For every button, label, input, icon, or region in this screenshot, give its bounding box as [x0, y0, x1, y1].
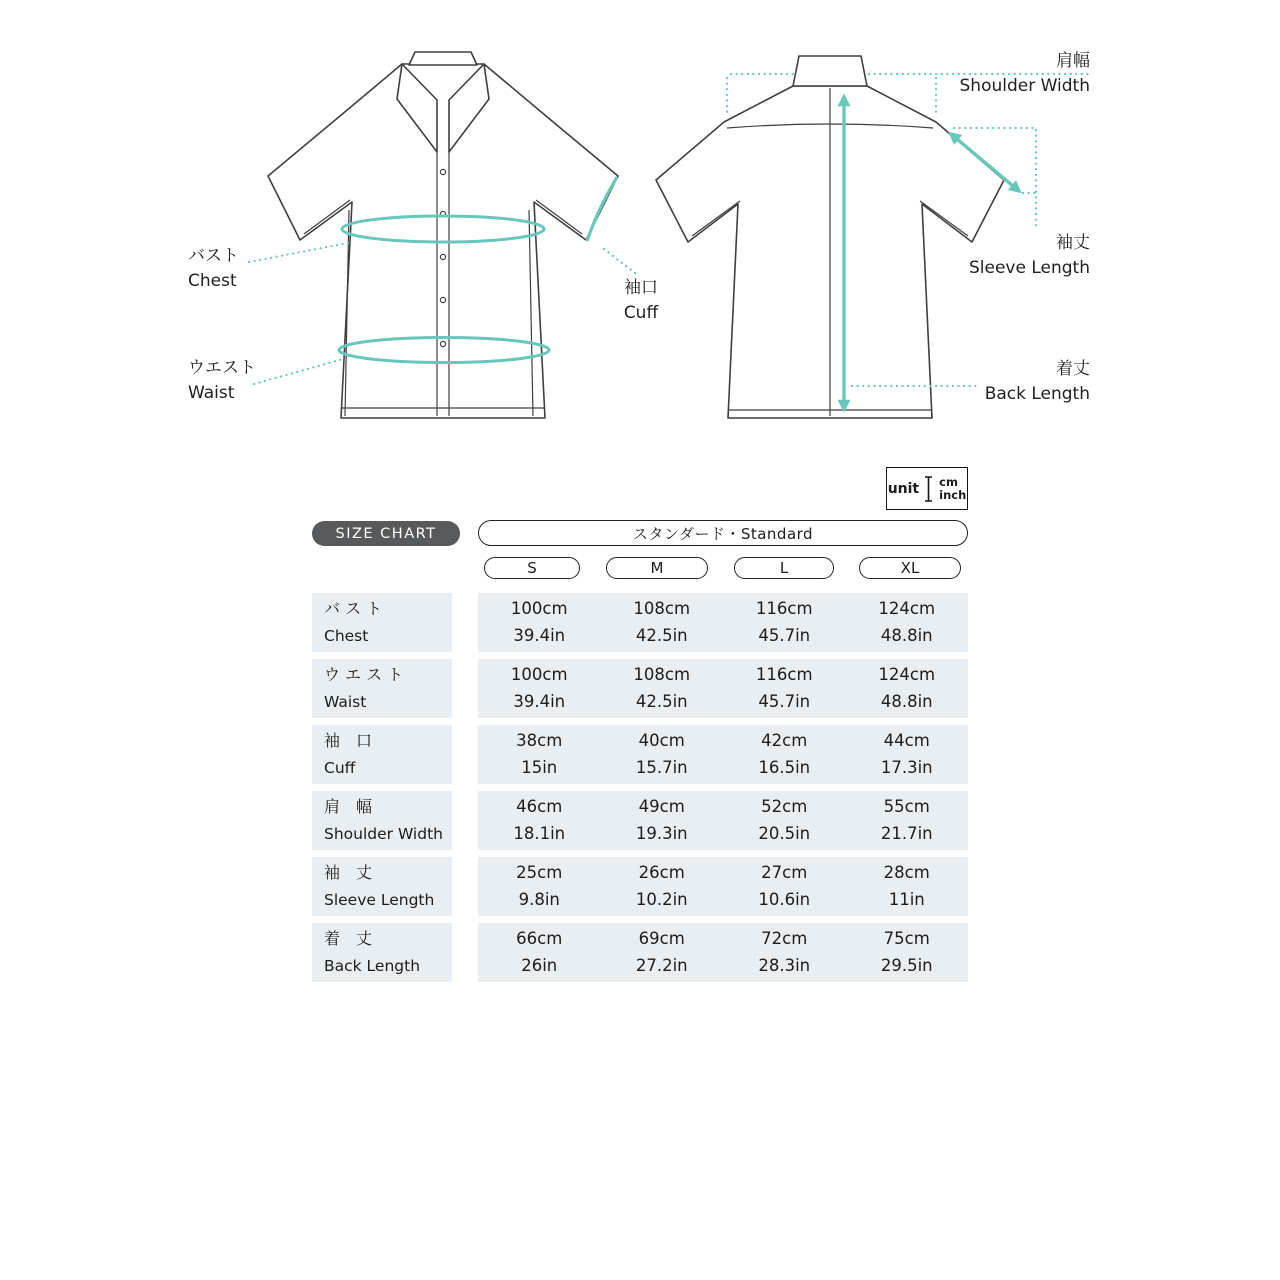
size-chart-title: SIZE CHART: [312, 521, 460, 546]
value-cm: 72cm: [761, 929, 808, 948]
size-pill-m: M: [606, 557, 708, 579]
row-label: [312, 659, 452, 718]
waist-label: [188, 357, 256, 404]
value-cm: 100cm: [510, 665, 568, 684]
unit-bracket-icon: [923, 474, 935, 504]
row-label-jp: ウ エ ス ト: [324, 665, 404, 684]
value-cm: 42cm: [761, 731, 808, 750]
value-cm: 100cm: [510, 599, 568, 618]
measurement-row-cuff: [312, 725, 968, 784]
front-collar: [409, 52, 477, 65]
row-label-jp: バ ス ト: [324, 599, 383, 618]
waist-guide-line: [254, 359, 343, 384]
chest-label: [188, 245, 239, 292]
row-values: [478, 857, 968, 916]
back-length-label: [985, 358, 1090, 405]
value-cm: 108cm: [633, 599, 691, 618]
size-pill-xl: XL: [859, 557, 961, 579]
value-in: 10.6in: [758, 890, 811, 909]
value-cell: [601, 659, 724, 718]
row-label: [312, 791, 452, 850]
value-cm: 124cm: [878, 599, 936, 618]
unit-label: unit: [887, 480, 920, 497]
cuff-guide-line: [604, 249, 639, 276]
measurement-row-waist: [312, 659, 968, 718]
value-in: 17.3in: [880, 758, 933, 777]
value-cm: 46cm: [516, 797, 563, 816]
unit-cm-label: cm: [939, 474, 958, 489]
size-pill-l: L: [734, 557, 834, 579]
value-in: 15in: [521, 758, 558, 777]
cuff-label: [611, 277, 671, 324]
row-values: [478, 593, 968, 652]
size-pill-s: S: [484, 557, 580, 579]
value-in: 39.4in: [513, 626, 566, 645]
waist-label-en: Waist: [188, 383, 235, 403]
back-shirt-drawing: [656, 56, 1004, 418]
value-cm: 66cm: [516, 929, 563, 948]
value-in: 42.5in: [635, 692, 688, 711]
value-cm: 38cm: [516, 731, 563, 750]
sleeve-length-label-en: Sleeve Length: [969, 258, 1090, 278]
value-cm: 116cm: [755, 599, 813, 618]
value-in: 48.8in: [880, 626, 933, 645]
value-cell: [478, 593, 601, 652]
value-in: 18.1in: [513, 824, 566, 843]
value-cell: [846, 725, 969, 784]
value-cell: [601, 725, 724, 784]
value-cm: 44cm: [883, 731, 930, 750]
chest-label-jp: バスト: [188, 246, 239, 266]
measurement-row-back-length: [312, 923, 968, 982]
value-cm: 124cm: [878, 665, 936, 684]
value-cell: [478, 659, 601, 718]
value-in: 29.5in: [880, 956, 933, 975]
row-label-en: Sleeve Length: [324, 891, 435, 909]
value-cm: 108cm: [633, 665, 691, 684]
row-values: [478, 659, 968, 718]
row-label-jp: 着 丈: [324, 929, 373, 948]
unit-inch-label: inch: [939, 487, 967, 502]
row-label-jp: 袖 丈: [324, 863, 373, 882]
row-label-jp: 袖 口: [324, 731, 373, 750]
value-in: 28.3in: [758, 956, 811, 975]
value-cell: [478, 791, 601, 850]
value-cell: [846, 791, 969, 850]
row-values: [478, 791, 968, 850]
value-cell: [723, 923, 846, 982]
value-cell: [723, 857, 846, 916]
chest-label-en: Chest: [188, 271, 237, 291]
row-label-en: Chest: [324, 627, 369, 645]
cuff-label-en: Cuff: [623, 303, 659, 323]
value-cell: [601, 857, 724, 916]
value-cell: [723, 725, 846, 784]
back-collar: [793, 56, 867, 86]
shoulder-width-label-jp: 肩幅: [1056, 51, 1090, 71]
value-cell: [601, 791, 724, 850]
measurement-row-shoulder-width: [312, 791, 968, 850]
value-in: 19.3in: [635, 824, 688, 843]
value-cm: 55cm: [883, 797, 930, 816]
row-values: [478, 725, 968, 784]
value-cell: [723, 593, 846, 652]
value-cm: 40cm: [638, 731, 685, 750]
row-label-en: Shoulder Width: [324, 825, 443, 843]
sleeve-length-label-jp: 袖丈: [1056, 233, 1090, 253]
value-cm: 49cm: [638, 797, 685, 816]
value-cm: 52cm: [761, 797, 808, 816]
back-length-label-jp: 着丈: [1056, 359, 1090, 379]
shoulder-width-label: [960, 50, 1091, 97]
value-cell: [723, 791, 846, 850]
value-cm: 75cm: [883, 929, 930, 948]
row-values: [478, 923, 968, 982]
value-in: 9.8in: [518, 890, 560, 909]
value-in: 15.7in: [635, 758, 688, 777]
chest-guide-line: [249, 243, 348, 262]
waist-label-jp: ウエスト: [188, 358, 256, 378]
value-cm: 28cm: [883, 863, 930, 882]
value-in: 27.2in: [635, 956, 688, 975]
row-label-en: Back Length: [324, 957, 421, 975]
measurement-row-chest: [312, 593, 968, 652]
value-in: 26in: [521, 956, 558, 975]
unit-indicator: [886, 467, 968, 510]
value-cm: 69cm: [638, 929, 685, 948]
value-cell: [846, 593, 969, 652]
value-in: 39.4in: [513, 692, 566, 711]
variant-pill: スタンダード・Standard: [478, 520, 968, 546]
value-in: 16.5in: [758, 758, 811, 777]
cuff-label-jp: 袖口: [624, 278, 658, 298]
value-cell: [846, 923, 969, 982]
value-in: 45.7in: [758, 626, 811, 645]
value-cm: 116cm: [755, 665, 813, 684]
value-cell: [723, 659, 846, 718]
shoulder-width-label-en: Shoulder Width: [959, 76, 1090, 96]
row-label: [312, 593, 452, 652]
row-label: [312, 923, 452, 982]
row-label-en: Cuff: [324, 759, 356, 777]
value-cell: [846, 857, 969, 916]
row-label: [312, 857, 452, 916]
value-cell: [478, 857, 601, 916]
value-cell: [601, 923, 724, 982]
value-in: 48.8in: [880, 692, 933, 711]
value-in: 11in: [888, 890, 925, 909]
value-in: 42.5in: [635, 626, 688, 645]
value-in: 20.5in: [758, 824, 811, 843]
value-cm: 27cm: [761, 863, 808, 882]
value-in: 10.2in: [635, 890, 688, 909]
value-cell: [478, 923, 601, 982]
value-cell: [478, 725, 601, 784]
row-label-en: Waist: [324, 693, 367, 711]
unit-units: [939, 476, 966, 502]
value-cm: 26cm: [638, 863, 685, 882]
row-label-jp: 肩 幅: [324, 797, 373, 816]
value-in: 45.7in: [758, 692, 811, 711]
value-cm: 25cm: [516, 863, 563, 882]
value-cell: [846, 659, 969, 718]
back-length-label-en: Back Length: [984, 384, 1090, 404]
sleeve-length-label: [969, 232, 1090, 279]
value-in: 21.7in: [880, 824, 933, 843]
measurement-row-sleeve-length: [312, 857, 968, 916]
row-label: [312, 725, 452, 784]
value-cell: [601, 593, 724, 652]
